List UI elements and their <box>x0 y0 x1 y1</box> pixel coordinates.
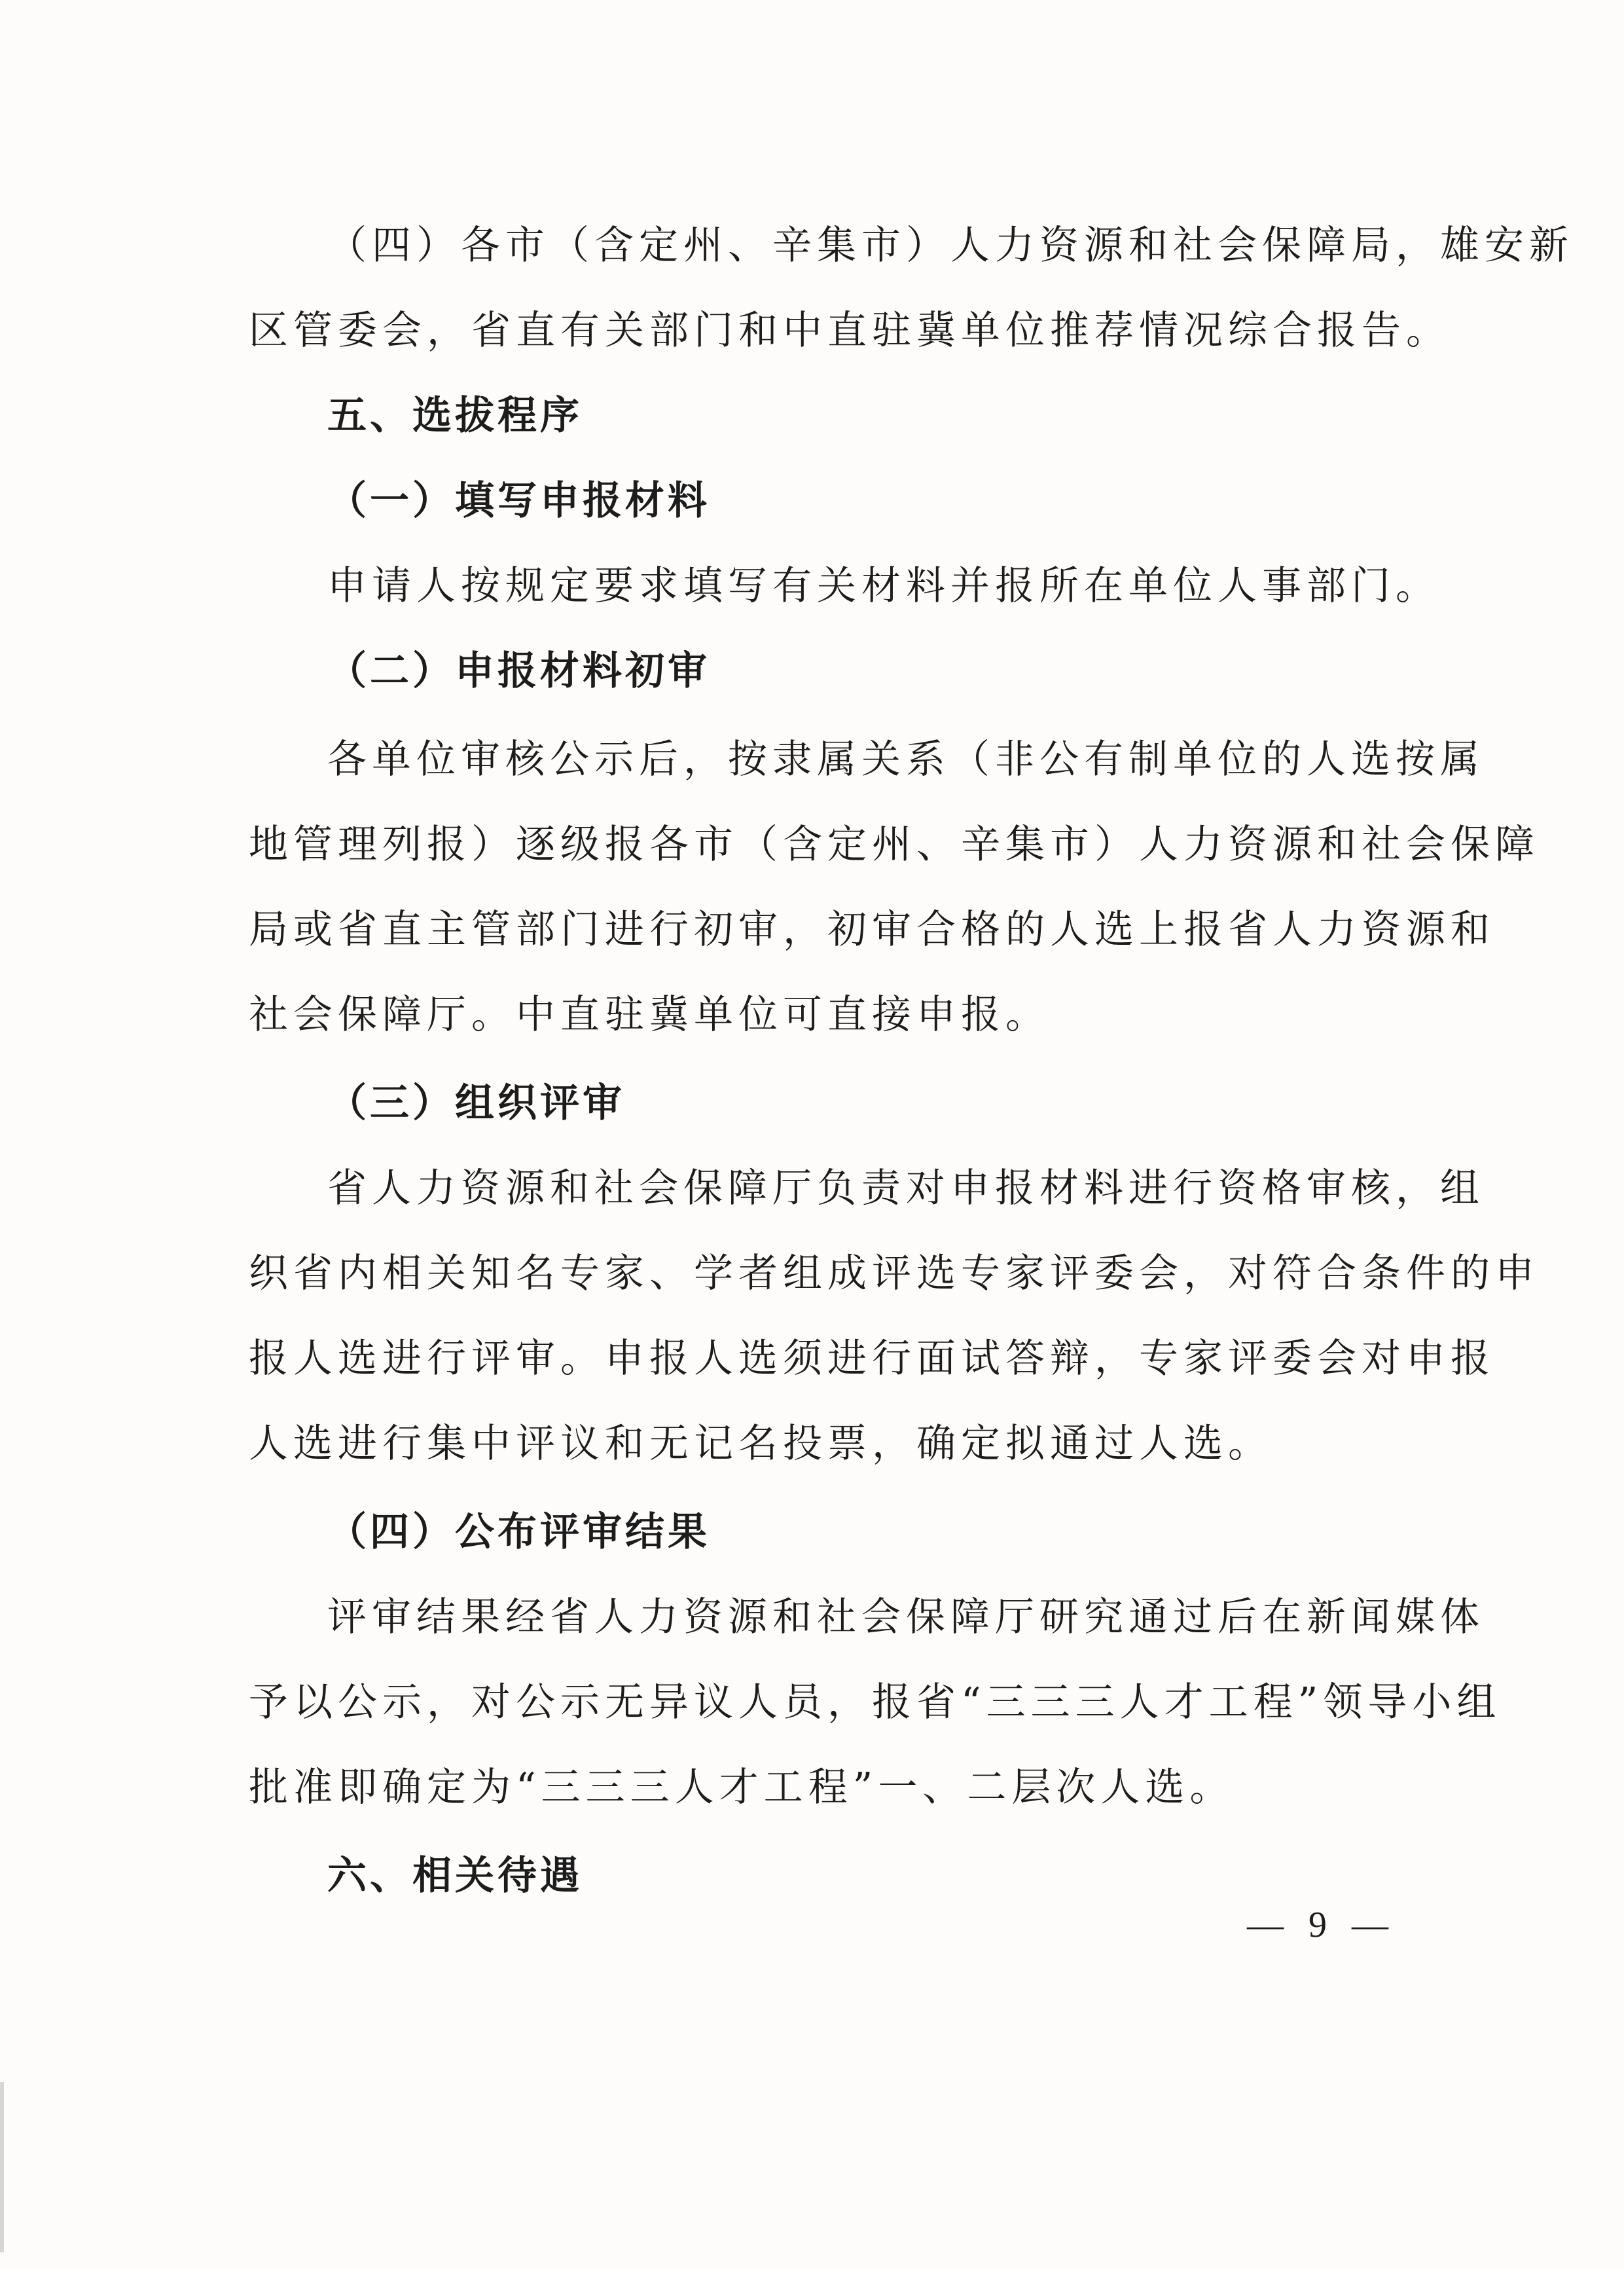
scan-edge-mark <box>0 2082 4 2252</box>
paragraph-line: 织省内相关知名专家、学者组成评选专家评委会，对符合条件的申 <box>249 1251 1540 1296</box>
subsection-heading: （四）公布评审结果 <box>327 1509 710 1555</box>
paragraph-line: 批准即确定为“三三三人才工程”一、二层次人选。 <box>249 1765 1235 1810</box>
paragraph-line: 予以公示，对公示无异议人员，报省“三三三人才工程”领导小组 <box>249 1679 1502 1725</box>
paragraph-line: 申请人按规定要求填写有关材料并报所在单位人事部门。 <box>327 563 1440 609</box>
paragraph-line: 人选进行集中评议和无记名投票，确定拟通过人选。 <box>249 1421 1272 1467</box>
subsection-heading: （一）填写申报材料 <box>327 478 710 524</box>
paragraph-line: 社会保障厅。中直驻冀单位可直接申报。 <box>249 992 1050 1038</box>
paragraph-line: 省人力资源和社会保障厅负责对申报材料进行资格审核，组 <box>327 1165 1485 1211</box>
subsection-heading: （三）组织评审 <box>327 1080 625 1126</box>
paragraph-line: 区管委会，省直有关部门和中直驻冀单位推荐情况综合报告。 <box>249 308 1451 354</box>
paragraph-line: （四）各市（含定州、辛集市）人力资源和社会保障局，雄安新 <box>327 223 1574 268</box>
paragraph-line: 评审结果经省人力资源和社会保障厅研究通过后在新闻媒体 <box>327 1594 1485 1640</box>
section-heading: 六、相关待遇 <box>327 1853 583 1899</box>
paragraph-line: 局或省直主管部门进行初审，初审合格的人选上报省人力资源和 <box>249 907 1495 953</box>
subsection-heading: （二）申报材料初审 <box>327 648 710 694</box>
paragraph-line: 各单位审核公示后，按隶属关系（非公有制单位的人选按属 <box>327 737 1485 782</box>
paragraph-line: 报人选进行评审。申报人选须进行面试答辩，专家评委会对申报 <box>249 1336 1495 1382</box>
section-heading: 五、选拔程序 <box>327 393 583 439</box>
page-number: — 9 — <box>1247 1905 1396 1945</box>
paragraph-line: 地管理列报）逐级报各市（含定州、辛集市）人力资源和社会保障 <box>249 822 1540 868</box>
